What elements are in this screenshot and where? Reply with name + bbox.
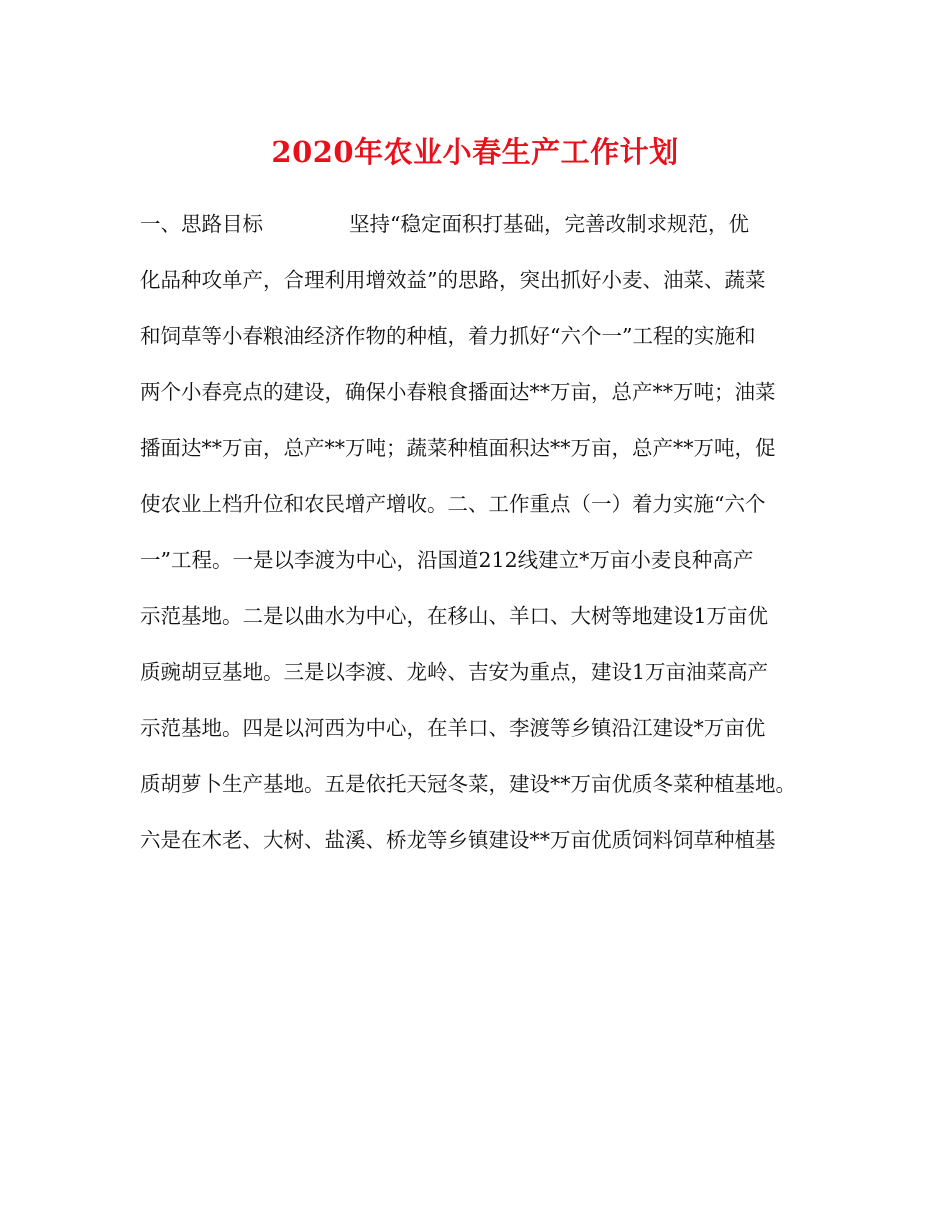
- body-line-9: 质豌胡豆基地。三是以李渡、龙岭、吉安为重点，建设1万亩油菜高产: [140, 660, 769, 684]
- body-line-3: 和饲草等小春粮油经济作物的种植，着力抓好“六个一”工程的实施和: [140, 324, 756, 348]
- body-line-4: 两个小春亮点的建设，确保小春粮食播面达**万亩，总产**万吨；油菜: [140, 380, 776, 404]
- body-line-5: 播面达**万亩，总产**万吨；蔬菜种植面积达**万亩，总产**万吨，促: [140, 436, 776, 460]
- body-line-8: 示范基地。二是以曲水为中心，在移山、羊口、大树等地建设1万亩优: [140, 604, 769, 628]
- body-line-7: 一”工程。一是以李渡为中心，沿国道212线建立*万亩小麦良种高产: [140, 548, 754, 572]
- body-line-11: 质胡萝卜生产基地。五是依托天冠冬菜，建设**万亩优质冬菜种植基地。: [140, 772, 796, 796]
- body-line-1: [140, 196, 940, 252]
- section-heading: 一、思路目标: [140, 212, 263, 236]
- body-line-6: 使农业上档升位和农民增产增收。二、工作重点（一）着力实施“六个: [140, 492, 766, 516]
- body-text: 坚持“稳定面积打基础，完善改制求规范，优: [349, 212, 749, 236]
- body-line-12: 六是在木老、大树、盐溪、桥龙等乡镇建设**万亩优质饲料饲草种植基: [140, 828, 776, 852]
- body-line-10: 示范基地。四是以河西为中心，在羊口、李渡等乡镇沿江建设*万亩优: [140, 716, 766, 740]
- document-body: [140, 196, 940, 868]
- body-line-2: 化品种攻单产，合理利用增效益”的思路，突出抓好小麦、油菜、蔬菜: [140, 268, 766, 292]
- document-title: 2020年农业小春生产工作计划: [271, 135, 679, 169]
